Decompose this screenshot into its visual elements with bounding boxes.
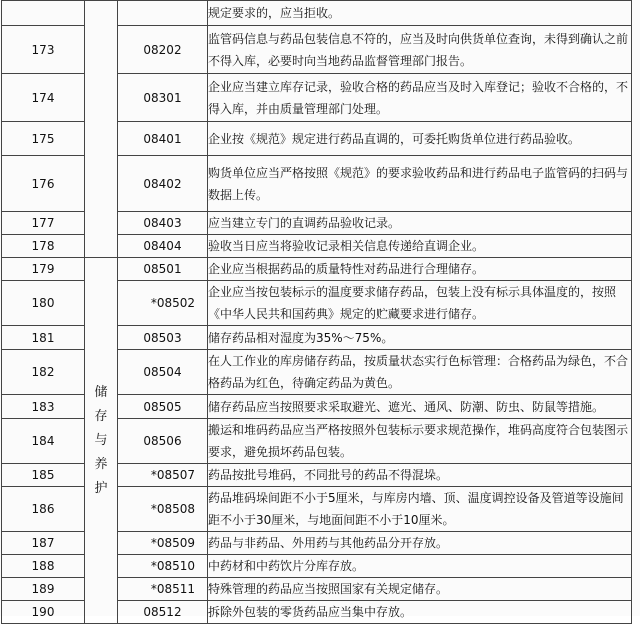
row-number: [2, 1, 85, 26]
item-code: 08505: [118, 395, 208, 419]
category-label: 储存与养护: [94, 384, 108, 496]
item-text: 储存药品相对湿度为35%～75%。: [208, 326, 632, 350]
row-number: 189: [2, 578, 85, 601]
item-code: 08402: [118, 156, 208, 212]
row-number: 186: [2, 487, 85, 532]
item-code: 08504: [118, 350, 208, 395]
row-number: 173: [2, 26, 85, 74]
regulation-table: [1, 0, 632, 624]
row-number: 180: [2, 281, 85, 326]
item-text: 监管码信息与药品包装信息不符的，应当及时向供货单位查询，未得到确认之前不得入库，必要时向当地药品监督管理部门报告。: [208, 26, 632, 74]
row-number: 181: [2, 326, 85, 350]
item-text: 企业应当按包装标示的温度要求储存药品，包装上没有标示具体温度的，按照《中华人民共和国药典》规定的贮藏要求进行储存。: [208, 281, 632, 326]
row-number: 182: [2, 350, 85, 395]
row-number: 176: [2, 156, 85, 212]
item-code: 08401: [118, 122, 208, 156]
table-row: [2, 1, 632, 26]
item-text: 验收当日应当将验收记录相关信息传递给直调企业。: [208, 235, 632, 258]
item-code: *08502: [118, 281, 208, 326]
item-text: 特殊管理的药品应当按照国家有关规定储存。: [208, 578, 632, 601]
item-text: 搬运和堆码药品应当严格按照外包装标示要求规范操作，堆码高度符合包装图示要求，避免损坏药品包装。: [208, 419, 632, 464]
category-cell: [85, 258, 118, 624]
row-number: 190: [2, 601, 85, 624]
item-text: 药品堆码垛间距不小于5厘米，与库房内墙、顶、温度调控设备及管道等设施间距不小于30厘米，与地面间距不小于10厘米。: [208, 487, 632, 532]
row-number: 188: [2, 555, 85, 578]
item-code: *08509: [118, 532, 208, 555]
item-text: 拆除外包装的零货药品应当集中存放。: [208, 601, 632, 624]
item-text: 企业应当根据药品的质量特性对药品进行合理储存。: [208, 258, 632, 281]
item-code: *08510: [118, 555, 208, 578]
row-number: 174: [2, 74, 85, 122]
item-text: 企业应当建立库存记录，验收合格的药品应当及时入库登记；验收不合格的，不得入库，并由质量管理部门处理。: [208, 74, 632, 122]
table-row: [2, 258, 632, 281]
item-code: 08403: [118, 212, 208, 235]
item-text: 中药材和中药饮片分库存放。: [208, 555, 632, 578]
item-code: 08501: [118, 258, 208, 281]
item-text: 企业按《规范》规定进行药品直调的，可委托购货单位进行药品验收。: [208, 122, 632, 156]
item-text: 在人工作业的库房储存药品，按质量状态实行色标管理：合格药品为绿色，不合格药品为红色，待确定药品为黄色。: [208, 350, 632, 395]
item-text: 药品按批号堆码，不同批号的药品不得混垛。: [208, 464, 632, 487]
row-number: 184: [2, 419, 85, 464]
item-code: 08506: [118, 419, 208, 464]
item-code: 08503: [118, 326, 208, 350]
item-code: 08512: [118, 601, 208, 624]
item-code: 08202: [118, 26, 208, 74]
item-code: *08507: [118, 464, 208, 487]
row-number: 187: [2, 532, 85, 555]
item-code: *08508: [118, 487, 208, 532]
item-text: 药品与非药品、外用药与其他药品分开存放。: [208, 532, 632, 555]
category-cell-upper: [85, 1, 118, 258]
item-code: 08404: [118, 235, 208, 258]
item-text: 购货单位应当严格按照《规范》的要求验收药品和进行药品电子监管码的扫码与数据上传。: [208, 156, 632, 212]
row-number: 183: [2, 395, 85, 419]
row-number: 185: [2, 464, 85, 487]
row-number: 175: [2, 122, 85, 156]
item-text: 规定要求的，应当拒收。: [208, 1, 632, 26]
row-number: 178: [2, 235, 85, 258]
item-text: 储存药品应当按照要求采取避光、遮光、通风、防潮、防虫、防鼠等措施。: [208, 395, 632, 419]
item-text: 应当建立专门的直调药品验收记录。: [208, 212, 632, 235]
row-number: 177: [2, 212, 85, 235]
item-code: [118, 1, 208, 26]
item-code: 08301: [118, 74, 208, 122]
item-code: *08511: [118, 578, 208, 601]
row-number: 179: [2, 258, 85, 281]
